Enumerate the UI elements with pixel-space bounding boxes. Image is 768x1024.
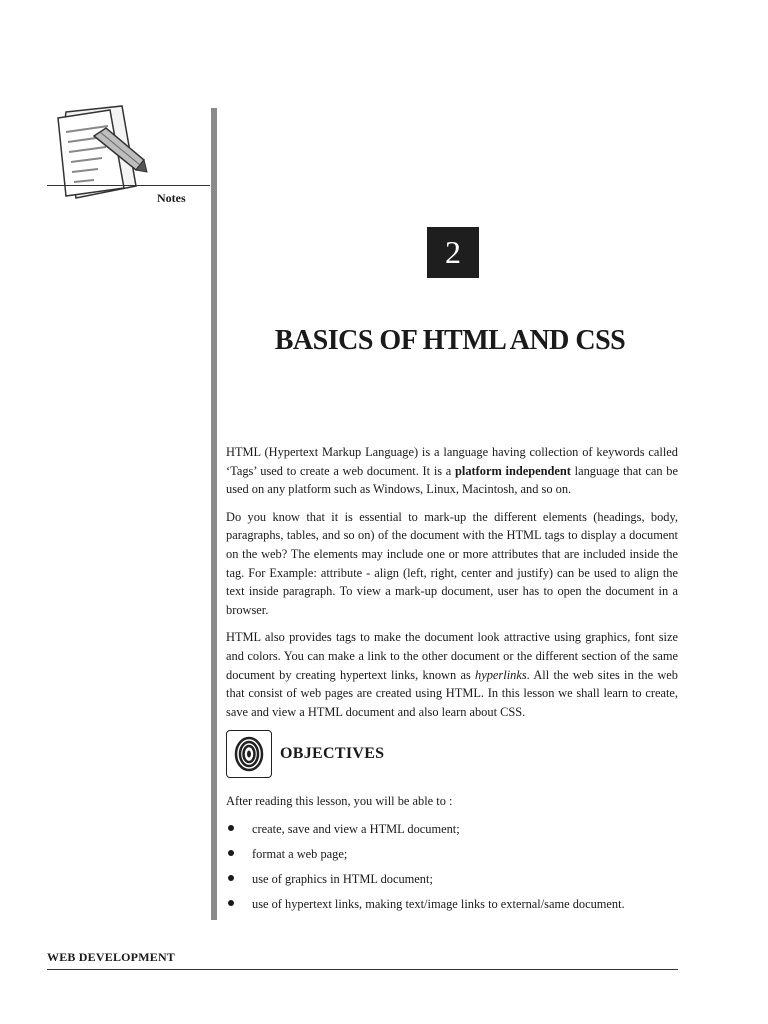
notes-divider	[47, 185, 210, 186]
list-item: create, save and view a HTML document;	[226, 820, 678, 839]
target-icon	[226, 730, 272, 778]
bold-term: platform independent	[455, 463, 571, 478]
italic-term: hyperlinks	[475, 667, 527, 682]
footer-label: WEB DEVELOPMENT	[47, 950, 176, 964]
margin-bar	[211, 108, 217, 920]
chapter-title: BASICS OF HTML AND CSS	[274, 325, 626, 356]
intro-paragraph: HTML (Hypertext Markup Language) is a language having collection of keywords called ‘Tags’ used to create a web document. It is a platform independent language that can be used on any platform such as Windows, Linux, Macintosh, and so on.	[226, 445, 678, 497]
list-item: format a web page;	[226, 845, 678, 864]
objectives-header	[226, 730, 678, 778]
objectives-intro: After reading this lesson, you will be able to :	[226, 794, 453, 809]
hyperlinks-paragraph: HTML also provides tags to make the document look attractive using graphics, font size and colors. You can make a link to the other document or the different section of the same document by creating hypertext links, known as hyperlinks. All the web sites in the web that consist of web pages are created using HTML. In this lesson we shall learn to create, save and view a HTML document and also learn about CSS.	[226, 630, 678, 719]
objectives-heading: OBJECTIVES	[280, 745, 385, 763]
markup-paragraph: Do you know that it is essential to mark-up the different elements (headings, body, paragraphs, tables, and so on) of the document with the HTML tags to display a document on the web? The elements may include one or more attributes that are included inside the tag. For Example: attribute - align (left, right, center and justify) can be used to align the text inside paragraph. To view a mark-up document, user has to open the document in a browser.	[226, 509, 678, 617]
chapter-number: 2	[427, 227, 479, 278]
notes-label: Notes	[157, 191, 186, 205]
footer-divider	[47, 969, 678, 970]
list-item: use of graphics in HTML document;	[226, 870, 678, 889]
objectives-list	[226, 820, 678, 914]
list-item: use of hypertext links, making text/image links to external/same document.	[226, 895, 678, 914]
lesson-content	[226, 443, 678, 920]
